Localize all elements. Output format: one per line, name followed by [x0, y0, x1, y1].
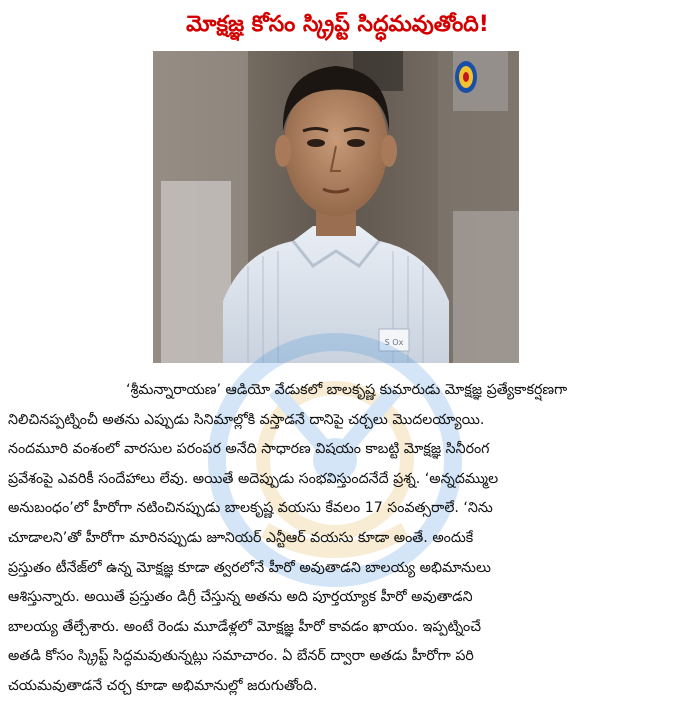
channel-logo-icon — [455, 61, 477, 93]
headline: మోక్షజ్ఞ కోసం స్క్రిప్ట్ సిద్ధమవుతోంది! — [186, 12, 489, 37]
shirt-tag-text: S Ox — [384, 338, 404, 347]
article-line: అతడి కోసం స్క్రిప్ట్ సిద్ధమవుతున్నట్లు సమాచారం. ఏ బేనర్ ద్వారా అతడు హీరోగా పరి — [8, 648, 474, 665]
article-line: చయమవుతాడనే చర్చ కూడా అభిమానుల్లో జరుగుతోంది. — [8, 677, 318, 694]
article-line: ‘శ్రీమన్నారాయణ’ ఆడియో వేడుకలో బాలకృష్ణ కుమారుడు మోక్షజ్ఞ ప్రత్యేకాకర్షణగా — [126, 382, 568, 398]
article-line: నిలిచినప్పట్నించీ అతను ఎప్పుడు సినిమాల్లోకి వస్తాడనే దానిపై చర్చలు మొదలయ్యాయి. — [8, 411, 485, 428]
news-photo — [153, 51, 519, 363]
article-line: బాలయ్య తేల్చేశారు. అంటే రెండు మూడేళ్లలో మోక్షజ్ఞ హీరో కావడం ఖాయం. ఇప్పట్నించే — [8, 618, 482, 635]
article-line: అనుబంధం’లో హీరోగా నటించినప్పుడు బాలకృష్ణ వయసు కేవలం 17 సంవత్సరాలే. ‘నిను — [8, 500, 493, 517]
article-body — [8, 376, 667, 702]
article-line: ప్రస్తుతం టీనేజ్‌లో ఉన్న మోక్షజ్ఞ కూడా త్వరలోనే హీరో అవుతాడని బాలయ్య అభిమానులు — [8, 559, 491, 576]
article-line: నందమూరి వంశంలో వారసుల పరంపర అనేది సాధారణ విషయం కాబట్టి మోక్షజ్ఞ సినీరంగ — [8, 441, 490, 458]
article-line: ప్రవేశంపై ఎవరికీ సందేహాలు లేవు. అయితే అదెప్పుడు సంభవిస్తుందనేదే ప్రశ్న. ‘అన్నదమ్ముల — [8, 470, 499, 487]
article-line: చూడాలని’తో హీరోగా మారినప్పుడు జూనియర్ ఎన్టీఆర్ వయసు కూడా అంతే. అందుకే — [8, 529, 474, 546]
article-line: ఆశిస్తున్నారు. అయితే ప్రస్తుతం డిగ్రీ చేస్తున్న అతను అది పూర్తయ్యాక హీరో అవుతాడని — [8, 589, 473, 606]
